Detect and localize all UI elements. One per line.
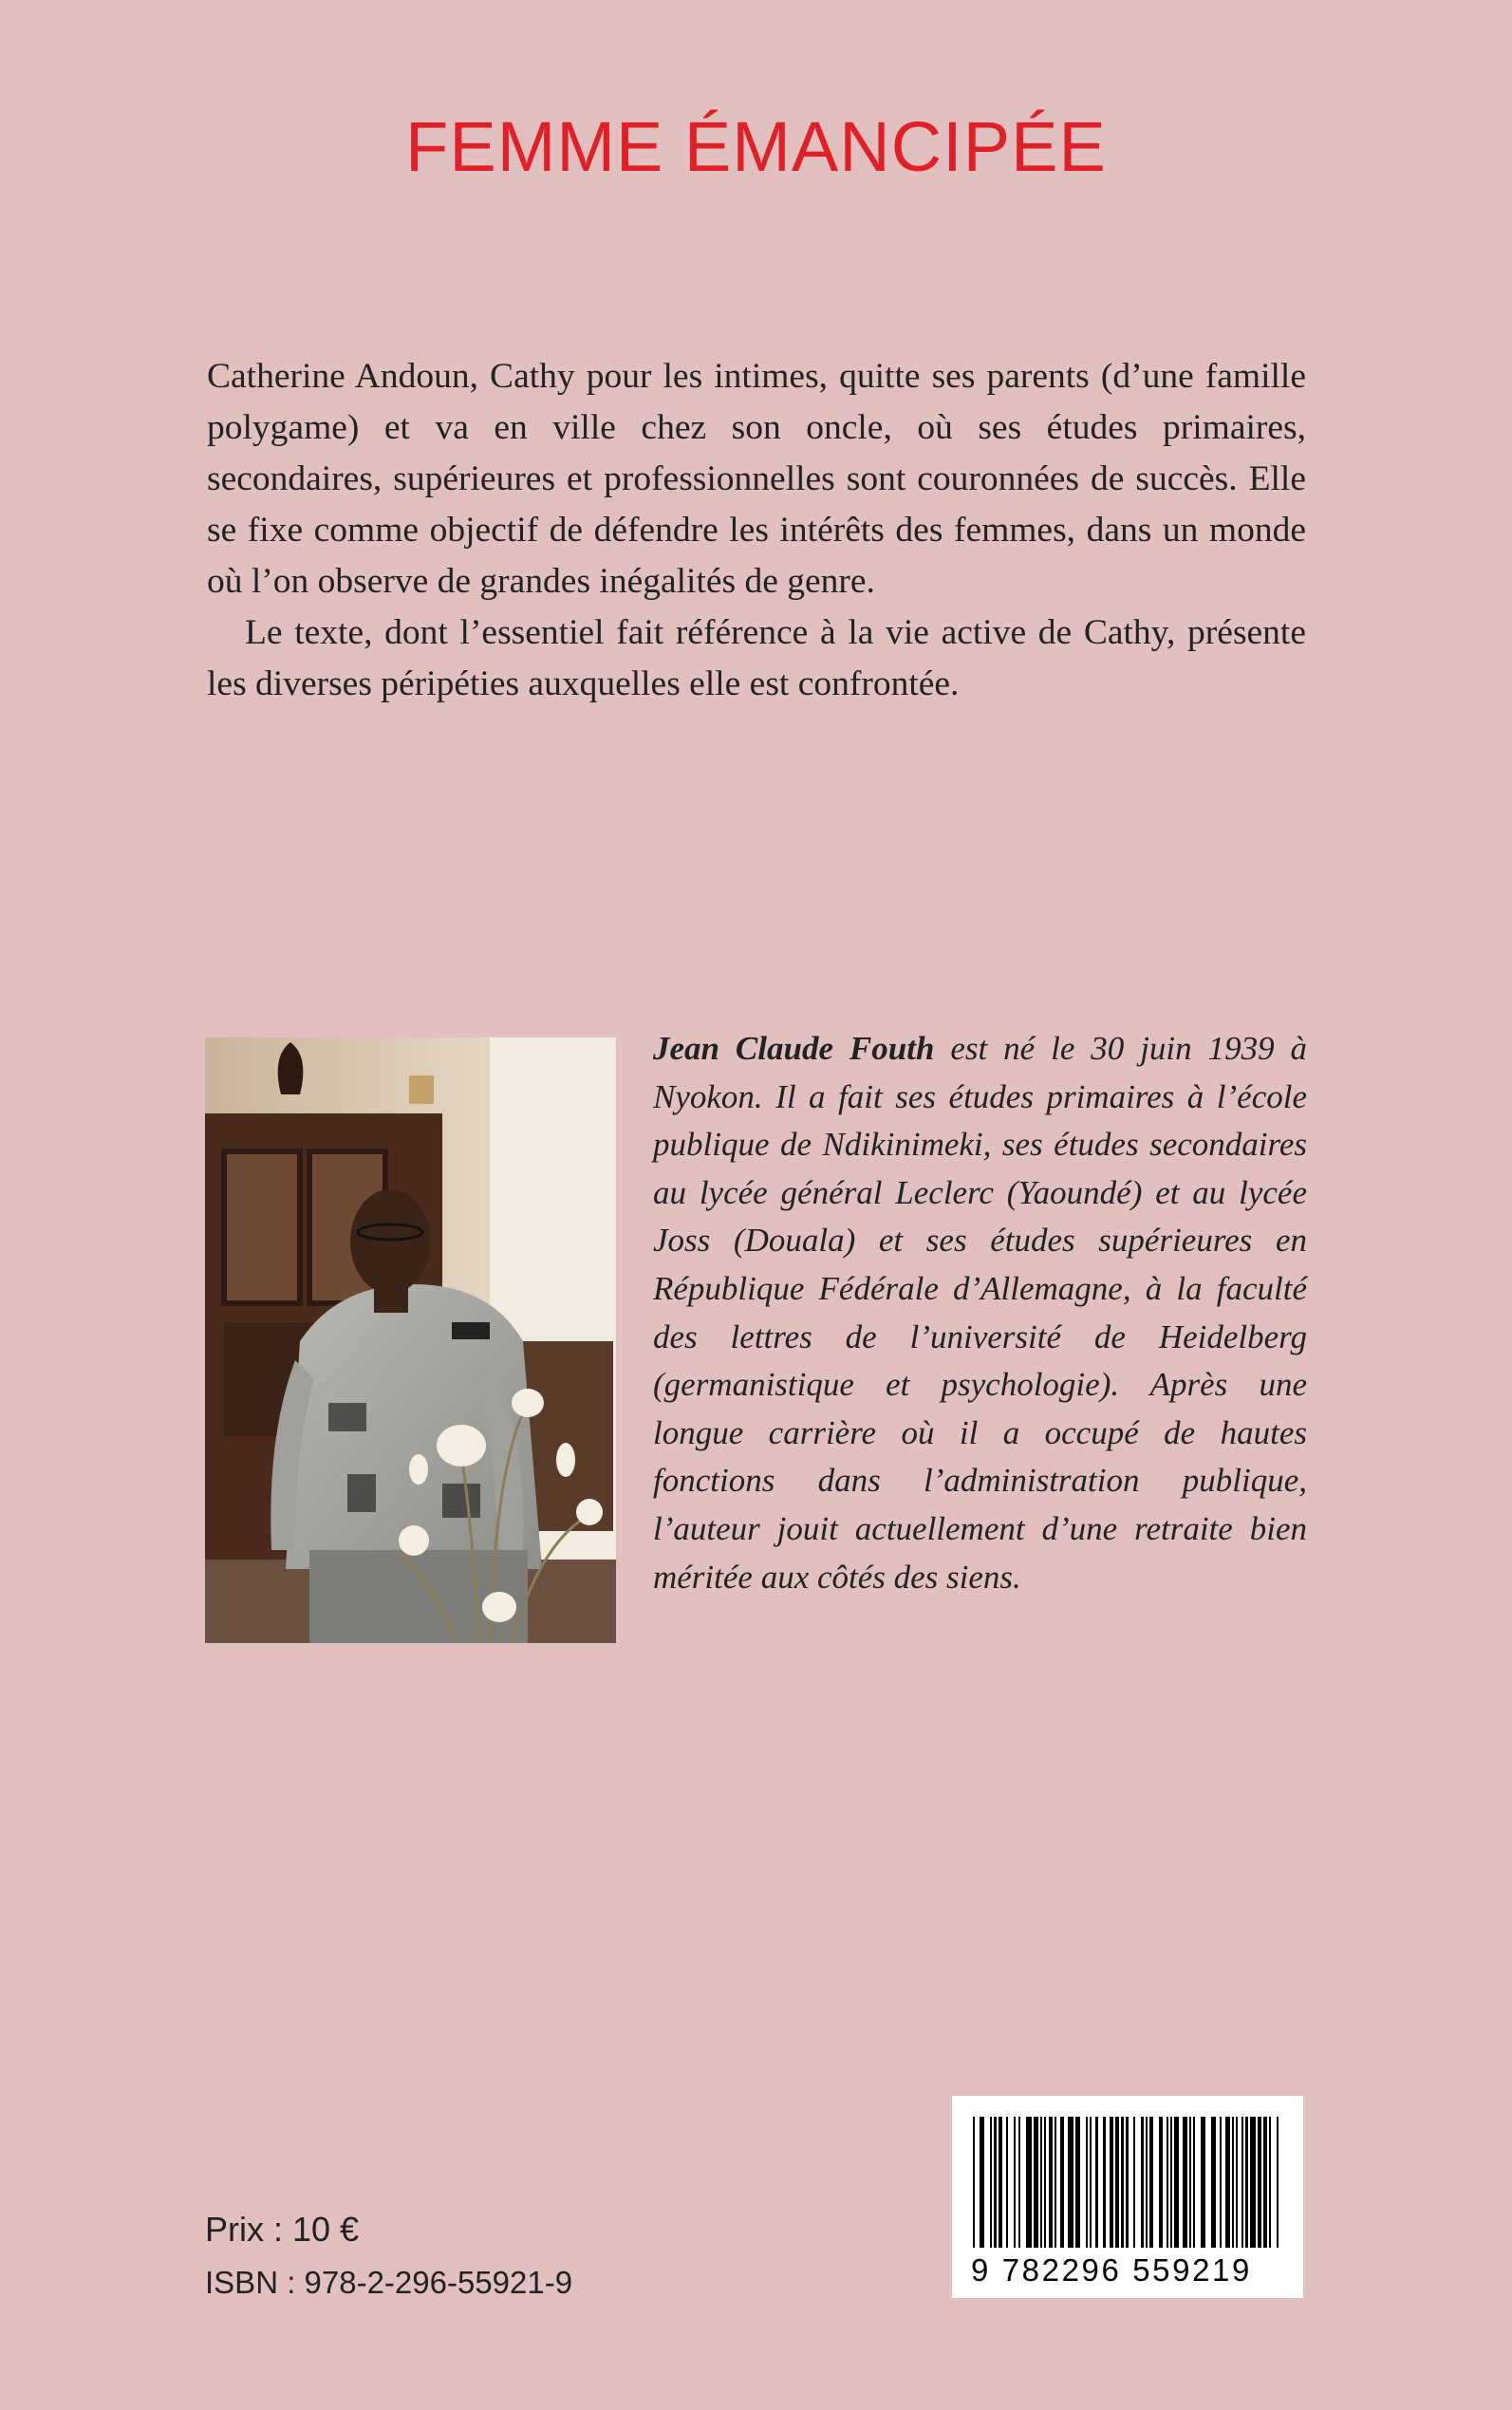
barcode-bar bbox=[1055, 2117, 1056, 2248]
barcode-bar bbox=[1220, 2117, 1222, 2248]
barcode-bar bbox=[1014, 2117, 1016, 2248]
barcode-bar bbox=[999, 2117, 1002, 2248]
barcode-bar bbox=[1121, 2117, 1124, 2248]
barcode-bar bbox=[1211, 2117, 1216, 2248]
barcode-bar bbox=[1115, 2117, 1119, 2248]
barcode-bar bbox=[1201, 2117, 1205, 2248]
barcode-bar bbox=[1167, 2117, 1168, 2248]
barcode-bar bbox=[994, 2117, 997, 2248]
barcode-bar bbox=[1245, 2117, 1248, 2248]
barcode-bar bbox=[1018, 2117, 1020, 2248]
barcode-bar bbox=[1189, 2117, 1191, 2248]
barcode-bar bbox=[1146, 2117, 1148, 2248]
barcode-bar bbox=[1170, 2117, 1172, 2248]
barcode-bar bbox=[1044, 2117, 1046, 2248]
barcode-bar bbox=[1103, 2117, 1106, 2248]
isbn: ISBN : 978-2-296-55921-9 bbox=[205, 2265, 573, 2300]
barcode-bar bbox=[1060, 2117, 1064, 2248]
back-cover-blurb bbox=[207, 351, 1306, 710]
barcode-bar bbox=[1026, 2117, 1032, 2248]
barcode-bar bbox=[1225, 2117, 1230, 2248]
barcode-bar bbox=[1183, 2117, 1187, 2248]
blurb-paragraph-2: Le texte, dont l’essentiel fait référence à la vie active de Cathy, présente les diverses péripéties auxquelles elle est confrontée. bbox=[207, 613, 1306, 703]
barcode-bar bbox=[980, 2117, 984, 2248]
barcode-bar bbox=[1258, 2117, 1261, 2248]
barcode-bar bbox=[1193, 2117, 1195, 2248]
barcode-bars bbox=[973, 2117, 1286, 2248]
barcode-digits: 9 782296 559219 bbox=[971, 2252, 1252, 2288]
barcode-bar bbox=[1095, 2117, 1098, 2248]
blurb-paragraph-1: Catherine Andoun, Cathy pour les intimes, quitte ses parents (d’une famille polygame) et va en ville chez son oncle, où ses études primaires, secondaires, supérieures et professionnelles sont couronnées de succès. Elle se fixe comme objectif de défendre les intérêts des femmes, dans un monde où l’on observe de grandes inégalités de genre. bbox=[207, 357, 1306, 601]
barcode-bar bbox=[1068, 2117, 1073, 2248]
barcode-bar bbox=[1133, 2117, 1135, 2248]
author-photo bbox=[205, 1037, 616, 1643]
author-bio-text: est né le 30 juin 1939 à Nyokon. Il a fait ses études primaires à l’école publique de Ndikinimeki, ses études secondaires au lycée général Leclerc (Yaoundé) et au lycée Joss (Douala) et ses études supérieures en République Fédérale d’Allemagne, à la faculté des lettres de l’université de Heidelberg (germanistique et psychologie). Après une longue carrière où il a occupé de hautes fonctions dans l’administration publique, l’auteur jouit actuellement d’une retraite bien méritée aux côtés des siens. bbox=[653, 1030, 1307, 1596]
author-name: Jean Claude Fouth bbox=[653, 1030, 935, 1067]
barcode-bar bbox=[1034, 2117, 1038, 2248]
barcode-bar bbox=[1232, 2117, 1234, 2248]
book-title: FEMME ÉMANCIPÉE bbox=[405, 107, 1107, 186]
barcode-bar bbox=[1040, 2117, 1042, 2248]
barcode-bar bbox=[1241, 2117, 1243, 2248]
barcode-bar bbox=[1090, 2117, 1092, 2248]
barcode-bar bbox=[1075, 2117, 1080, 2248]
barcode-bar bbox=[1149, 2117, 1153, 2248]
barcode-bar bbox=[1236, 2117, 1238, 2248]
barcode-bar bbox=[1263, 2117, 1267, 2248]
barcode-bar bbox=[973, 2117, 975, 2248]
author-biography bbox=[653, 1025, 1307, 1601]
barcode-bar bbox=[1141, 2117, 1144, 2248]
barcode-bar bbox=[1086, 2117, 1088, 2248]
price: Prix : 10 € bbox=[205, 2210, 360, 2249]
barcode-bar bbox=[1277, 2117, 1279, 2248]
barcode-bar bbox=[1269, 2117, 1271, 2248]
barcode-bar bbox=[1250, 2117, 1256, 2248]
barcode-bar bbox=[1174, 2117, 1179, 2248]
barcode-bar bbox=[1159, 2117, 1163, 2248]
barcode-bar bbox=[1110, 2117, 1113, 2248]
barcode-bar bbox=[1049, 2117, 1053, 2248]
barcode bbox=[952, 2096, 1303, 2298]
barcode-bar bbox=[990, 2117, 992, 2248]
barcode-bar bbox=[1006, 2117, 1008, 2248]
barcode-bar bbox=[1126, 2117, 1129, 2248]
